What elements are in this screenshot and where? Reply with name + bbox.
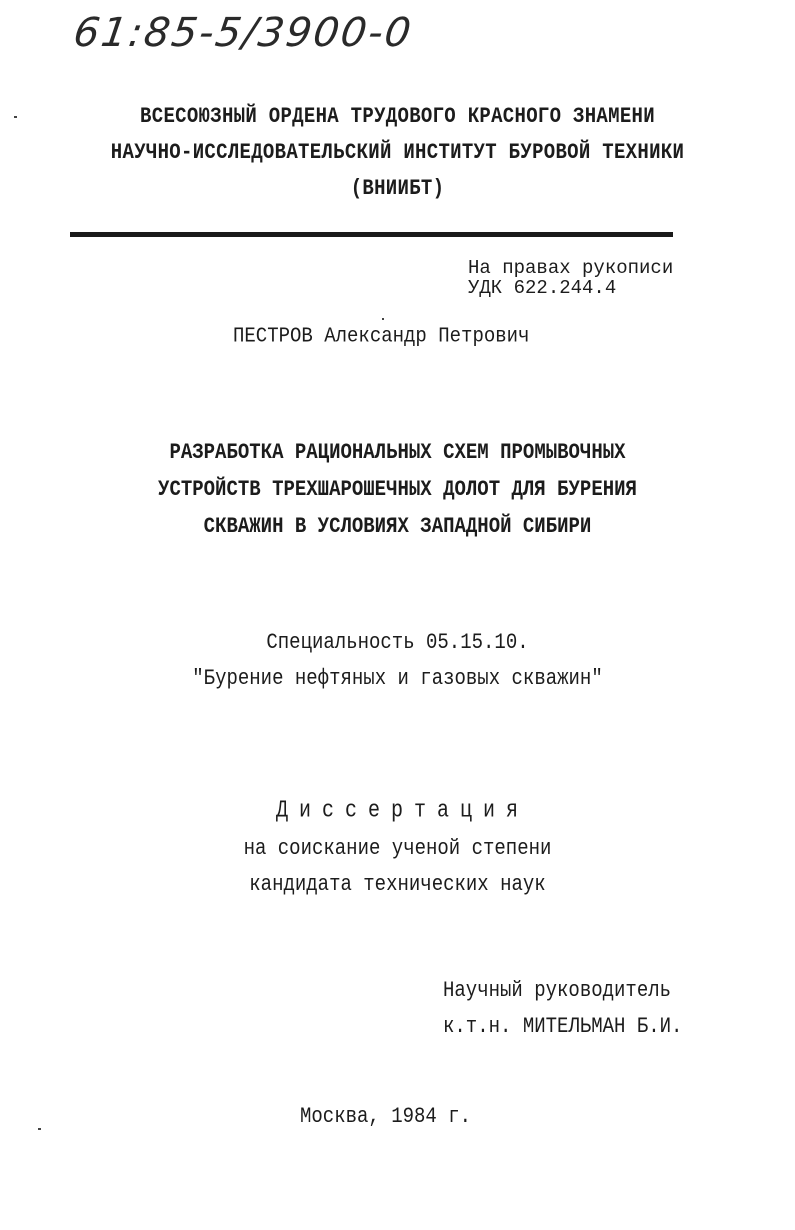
supervisor-block (443, 972, 682, 1044)
title-line-1: РАЗРАБОТКА РАЦИОНАЛЬНЫХ СХЕМ ПРОМЫВОЧНЫХ (169, 438, 626, 465)
handwritten-archive-number: 61:85-5/3900-0 (70, 10, 416, 56)
scan-speck (382, 318, 384, 320)
degree-line-1: на соискание ученой степени (243, 835, 552, 861)
header-divider (70, 232, 673, 237)
supervisor-role: Научный руководитель (443, 977, 672, 1003)
author-name: ПЕСТРОВ Александр Петрович (233, 323, 530, 349)
institution-header (0, 98, 795, 206)
institution-line-1: ВСЕСОЮЗНЫЙ ОРДЕНА ТРУДОВОГО КРАСНОГО ЗНАМЕНИ (140, 103, 655, 129)
place-and-year: Москва, 1984 г. (300, 1103, 472, 1129)
title-line-3: СКВАЖИН В УСЛОВИЯХ ЗАПАДНОЙ СИБИРИ (203, 512, 592, 539)
manuscript-rights: На правах рукописи (468, 257, 674, 279)
manuscript-rights-block (468, 258, 673, 298)
dissertation-block (0, 794, 795, 902)
dissertation-title (0, 434, 795, 545)
institution-line-2: НАУЧНО-ИССЛЕДОВАТЕЛЬСКИЙ ИНСТИТУТ БУРОВОЙ ТЕХНИКИ (110, 139, 685, 165)
title-line-2: УСТРОЙСТВ ТРЕХШАРОШЕЧНЫХ ДОЛОТ ДЛЯ БУРЕНИЯ (158, 475, 637, 502)
dissertation-word: Диссертация (275, 797, 530, 825)
supervisor-name: к.т.н. МИТЕЛЬМАН Б.И. (443, 1013, 683, 1039)
scan-speck (38, 1128, 41, 1130)
scan-speck (14, 116, 17, 118)
specialty-code: Специальность 05.15.10. (266, 629, 529, 655)
degree-line-2: кандидата технических наук (249, 871, 546, 897)
institution-abbreviation: (ВНИИБТ) (350, 175, 445, 201)
specialty-name: "Бурение нефтяных и газовых скважин" (192, 665, 603, 691)
specialty-block (0, 624, 795, 696)
udc-code: УДК 622.244.4 (468, 277, 617, 299)
